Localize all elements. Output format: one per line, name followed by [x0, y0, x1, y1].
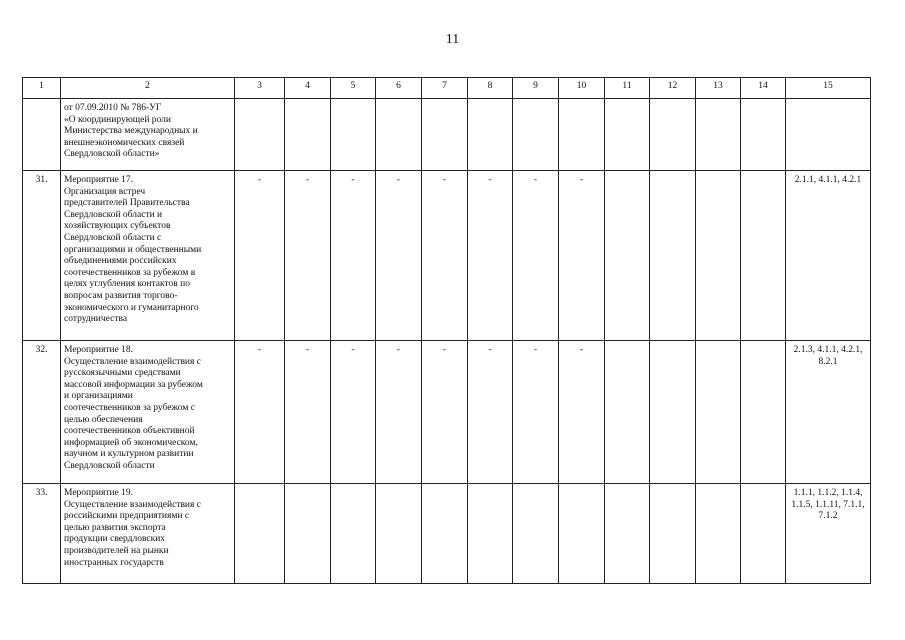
description-line: представителей Правительства: [64, 198, 190, 209]
value-cell-col-4: [285, 99, 331, 171]
column-header-12: 12: [650, 78, 696, 99]
target-indicator-refs: 2.1.1, 4.1.1, 4.2.1: [786, 171, 871, 341]
column-header-5: 5: [331, 78, 376, 99]
target-indicator-refs: [786, 99, 871, 171]
description-line: русскоязычными средствами: [64, 368, 181, 379]
value-cell-col-3: [235, 484, 285, 584]
description-line: Организация встреч: [64, 186, 146, 197]
value-cell-col-10: [559, 99, 605, 171]
value-cell-col-6: [376, 484, 422, 584]
description-line: вопросам развития торгово-: [64, 290, 178, 301]
value-cell-col-8: -: [468, 171, 513, 341]
column-number-row: [23, 78, 871, 99]
description-line: Свердловской области: [64, 460, 155, 471]
row-number: 32.: [23, 341, 61, 484]
activity-description: [61, 171, 235, 341]
value-cell-col-9: -: [513, 171, 559, 341]
column-header-3: 3: [235, 78, 285, 99]
column-header-13: 13: [696, 78, 741, 99]
row-number: 31.: [23, 171, 61, 341]
value-cell-col-12: [650, 99, 696, 171]
value-cell-col-11: [605, 341, 650, 484]
value-cell-col-9: [513, 484, 559, 584]
column-header-9: 9: [513, 78, 559, 99]
value-cell-col-13: [696, 99, 741, 171]
activity-description: [61, 341, 235, 484]
page-number: 11: [445, 32, 460, 47]
value-cell-col-7: -: [422, 171, 468, 341]
description-line: соотечественников за рубежом в: [64, 267, 196, 278]
value-cell-col-10: -: [559, 171, 605, 341]
description-line: внешнеэкономических связей: [64, 137, 185, 148]
column-header-6: 6: [376, 78, 422, 99]
description-line: Министерства международных и: [64, 126, 198, 137]
value-cell-col-7: [422, 99, 468, 171]
column-header-15: 15: [786, 78, 871, 99]
value-cell-col-9: -: [513, 341, 559, 484]
value-cell-col-13: [696, 484, 741, 584]
value-cell-col-5: -: [331, 341, 376, 484]
column-header-14: 14: [741, 78, 786, 99]
description-line: Мероприятие 18.: [64, 345, 134, 355]
table-row: [23, 484, 871, 584]
description-line: Осуществление взаимодействия с: [64, 356, 201, 367]
value-cell-col-5: -: [331, 171, 376, 341]
value-cell-col-3: [235, 99, 285, 171]
value-cell-col-14: [741, 171, 786, 341]
description-line: соотечественников за рубежом с: [64, 402, 195, 413]
description-line: Мероприятие 17.: [64, 175, 134, 185]
description-line: продукции свердловских: [64, 534, 166, 545]
description-line: массовой информации за рубежом: [64, 379, 203, 390]
value-cell-col-13: [696, 341, 741, 484]
value-cell-col-5: [331, 484, 376, 584]
value-cell-col-6: -: [376, 171, 422, 341]
target-indicator-refs: 1.1.1, 1.1.2, 1.1.4, 1.1.5, 1.1.11, 7.1.1, 7.1.2: [786, 484, 871, 584]
value-cell-col-10: -: [559, 341, 605, 484]
activity-description: [61, 99, 235, 171]
value-cell-col-11: [605, 171, 650, 341]
description-line: научном и культурном развитии: [64, 449, 194, 460]
table-body: [23, 99, 871, 584]
value-cell-col-8: [468, 484, 513, 584]
description-line: экономического и гуманитарного: [64, 302, 199, 313]
activity-description: [61, 484, 235, 584]
value-cell-col-4: [285, 484, 331, 584]
column-header-4: 4: [285, 78, 331, 99]
description-line: целях углубления контактов по: [64, 279, 190, 290]
description-line: Свердловской области»: [64, 149, 160, 160]
description-line: Свердловской области и: [64, 209, 163, 220]
description-line: иностранных государств: [64, 557, 164, 568]
description-line: Осуществление взаимодействия с: [64, 499, 201, 510]
value-cell-col-3: -: [235, 341, 285, 484]
column-header-1: 1: [23, 78, 61, 99]
value-cell-col-11: [605, 484, 650, 584]
value-cell-col-14: [741, 484, 786, 584]
value-cell-col-6: -: [376, 341, 422, 484]
description-line: от 07.09.2010 № 786-УГ: [64, 103, 162, 113]
description-line: целью развития экспорта: [64, 522, 166, 533]
value-cell-col-3: -: [235, 171, 285, 341]
table-row: [23, 171, 871, 341]
column-header-2: 2: [61, 78, 235, 99]
value-cell-col-13: [696, 171, 741, 341]
value-cell-col-6: [376, 99, 422, 171]
row-number: 33.: [23, 484, 61, 584]
value-cell-col-12: [650, 171, 696, 341]
value-cell-col-12: [650, 341, 696, 484]
row-number: [23, 99, 61, 171]
value-cell-col-4: -: [285, 341, 331, 484]
value-cell-col-14: [741, 99, 786, 171]
value-cell-col-14: [741, 341, 786, 484]
value-cell-col-10: [559, 484, 605, 584]
program-activities-table: [22, 77, 871, 584]
description-line: российскими предприятиями с: [64, 511, 190, 522]
description-line: информацией об экономическом,: [64, 437, 198, 448]
value-cell-col-7: [422, 484, 468, 584]
table-row: [23, 341, 871, 484]
description-line: соотечественников объективной: [64, 426, 195, 437]
description-line: «О координирующей роли: [64, 114, 171, 125]
value-cell-col-4: -: [285, 171, 331, 341]
column-header-8: 8: [468, 78, 513, 99]
value-cell-col-8: [468, 99, 513, 171]
description-line: Мероприятие 19.: [64, 488, 134, 498]
target-indicator-refs: 2.1.3, 4.1.1, 4.2.1, 8.2.1: [786, 341, 871, 484]
value-cell-col-5: [331, 99, 376, 171]
value-cell-col-7: -: [422, 341, 468, 484]
value-cell-col-12: [650, 484, 696, 584]
description-line: организациями и общественными: [64, 244, 202, 255]
description-line: сотрудничества: [64, 314, 128, 325]
description-line: производителей на рынки: [64, 545, 169, 556]
table-row: [23, 99, 871, 171]
value-cell-col-11: [605, 99, 650, 171]
column-header-10: 10: [559, 78, 605, 99]
value-cell-col-9: [513, 99, 559, 171]
column-header-7: 7: [422, 78, 468, 99]
value-cell-col-8: -: [468, 341, 513, 484]
description-line: хозяйствующих субъектов: [64, 221, 171, 232]
description-line: объединениями российских: [64, 256, 177, 267]
column-header-11: 11: [605, 78, 650, 99]
description-line: и организациями: [64, 391, 133, 402]
description-line: Свердловской области с: [64, 232, 162, 243]
description-line: целью обеспечения: [64, 414, 143, 425]
